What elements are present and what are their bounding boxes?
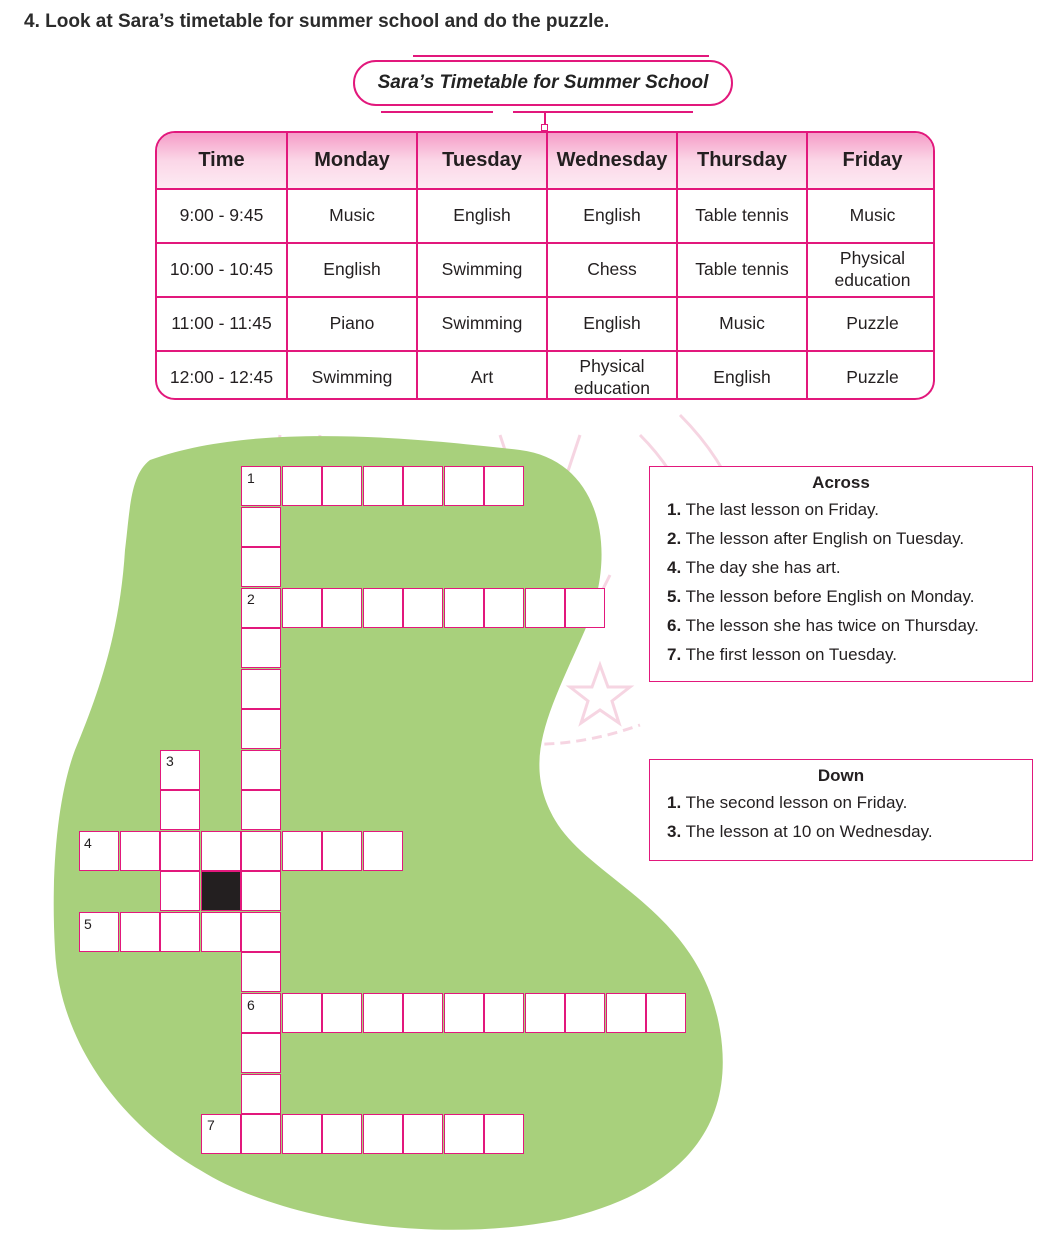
crossword-cell[interactable] xyxy=(241,628,281,668)
crossword-cell[interactable] xyxy=(241,831,281,871)
clue-num: 1. xyxy=(667,500,682,519)
table-cell: Swimming xyxy=(287,351,417,400)
crossword-cell[interactable] xyxy=(282,588,322,628)
crossword-cell[interactable] xyxy=(120,912,160,952)
crossword-cell[interactable] xyxy=(201,912,241,952)
crossword-cell[interactable] xyxy=(565,588,605,628)
across-title: Across xyxy=(812,473,870,492)
crossword-cell[interactable] xyxy=(363,993,403,1033)
crossword-cell[interactable] xyxy=(484,1114,524,1154)
crossword-cell[interactable] xyxy=(282,1114,322,1154)
clue-num: 5. xyxy=(667,587,682,606)
list-item xyxy=(667,582,1032,611)
clue-num: 3. xyxy=(667,822,682,841)
clue-text: The lesson after English on Tuesday. xyxy=(685,529,965,548)
across-clue-list xyxy=(650,495,1032,669)
crossword-cell[interactable] xyxy=(403,466,443,506)
down-title: Down xyxy=(817,766,865,785)
across-clues-box xyxy=(649,466,1033,682)
clue-number-7: 7 xyxy=(207,1117,215,1133)
table-cell: English xyxy=(547,189,677,243)
crossword-cell[interactable] xyxy=(363,588,403,628)
clue-num: 1. xyxy=(667,793,682,812)
table-row xyxy=(157,243,935,297)
clue-number-5: 5 xyxy=(84,916,92,932)
table-row xyxy=(157,297,935,351)
clue-text: The day she has art. xyxy=(685,558,841,577)
crossword-cell[interactable] xyxy=(363,1114,403,1154)
crossword-cell[interactable] xyxy=(160,912,200,952)
table-cell: Swimming xyxy=(417,243,547,297)
table-cell: Piano xyxy=(287,297,417,351)
crossword-cell[interactable] xyxy=(322,1114,362,1154)
table-cell: 12:00 - 12:45 xyxy=(157,351,287,400)
crossword-cell[interactable] xyxy=(241,790,281,830)
crossword-cell[interactable] xyxy=(201,831,241,871)
clue-num: 4. xyxy=(667,558,682,577)
list-item xyxy=(667,817,1032,846)
crossword-cell[interactable] xyxy=(160,871,200,911)
crossword-cell[interactable] xyxy=(241,1114,281,1154)
crossword-cell[interactable] xyxy=(241,547,281,587)
table-cell: Puzzle xyxy=(807,297,935,351)
crossword-cell[interactable] xyxy=(444,466,484,506)
clue-text: The second lesson on Friday. xyxy=(685,793,908,812)
table-cell: 10:00 - 10:45 xyxy=(157,243,287,297)
crossword-cell[interactable] xyxy=(363,831,403,871)
clue-num: 7. xyxy=(667,645,682,664)
crossword-cell[interactable] xyxy=(444,993,484,1033)
list-item xyxy=(667,611,1032,640)
table-cell: Puzzle xyxy=(807,351,935,400)
title-decor-line-bottom-left xyxy=(381,111,493,113)
table-cell: Physical education xyxy=(807,243,935,297)
clue-number-1: 1 xyxy=(247,470,255,486)
clue-text: The lesson she has twice on Thursday. xyxy=(685,616,979,635)
clue-text: The lesson at 10 on Wednesday. xyxy=(685,822,933,841)
table-cell: English xyxy=(287,243,417,297)
crossword-blocked-cell xyxy=(201,871,241,911)
clue-text: The last lesson on Friday. xyxy=(685,500,879,519)
crossword-cell[interactable] xyxy=(444,1114,484,1154)
table-row xyxy=(157,189,935,243)
title-decor-line-top xyxy=(413,55,709,57)
clue-number-2: 2 xyxy=(247,591,255,607)
table-cell: Swimming xyxy=(417,297,547,351)
crossword-cell[interactable] xyxy=(241,507,281,547)
clue-num: 2. xyxy=(667,529,682,548)
crossword-cell[interactable] xyxy=(241,750,281,790)
header-thursday: Thursday xyxy=(677,133,807,189)
clue-number-4: 4 xyxy=(84,835,92,851)
table-cell: Music xyxy=(287,189,417,243)
list-item xyxy=(667,495,1032,524)
header-tuesday: Tuesday xyxy=(417,133,547,189)
crossword-cell[interactable] xyxy=(282,466,322,506)
crossword-cell[interactable] xyxy=(120,831,160,871)
crossword-cell[interactable] xyxy=(444,588,484,628)
clue-num: 6. xyxy=(667,616,682,635)
crossword-cell[interactable] xyxy=(322,588,362,628)
clue-number-6: 6 xyxy=(247,997,255,1013)
crossword-cell[interactable] xyxy=(241,912,281,952)
crossword-cell[interactable] xyxy=(525,993,565,1033)
timetable-title: Sara’s Timetable for Summer School xyxy=(353,60,733,106)
crossword-cell[interactable] xyxy=(241,1074,281,1114)
crossword-cell[interactable] xyxy=(322,831,362,871)
crossword-cell[interactable] xyxy=(646,993,686,1033)
timetable-header-row xyxy=(157,133,935,189)
list-item xyxy=(667,788,1032,817)
crossword-cell[interactable] xyxy=(160,831,200,871)
crossword-cell[interactable] xyxy=(241,669,281,709)
down-clues-box xyxy=(649,759,1033,861)
crossword-cell[interactable] xyxy=(322,466,362,506)
crossword-cell[interactable] xyxy=(241,871,281,911)
header-friday: Friday xyxy=(807,133,935,189)
table-cell: Art xyxy=(417,351,547,400)
table-cell: Music xyxy=(807,189,935,243)
table-cell: English xyxy=(417,189,547,243)
crossword-cell[interactable] xyxy=(403,588,443,628)
title-connector-dot xyxy=(541,124,548,131)
header-time: Time xyxy=(157,133,287,189)
crossword-cell[interactable] xyxy=(241,1033,281,1073)
crossword-cell[interactable] xyxy=(403,1114,443,1154)
crossword-cell[interactable] xyxy=(241,709,281,749)
title-decor-line-bottom-right xyxy=(513,111,693,113)
list-item xyxy=(667,640,1032,669)
header-monday: Monday xyxy=(287,133,417,189)
header-wednesday: Wednesday xyxy=(547,133,677,189)
crossword-cell[interactable] xyxy=(484,993,524,1033)
crossword-cell[interactable] xyxy=(363,466,403,506)
crossword-background-blob xyxy=(0,430,760,1230)
table-cell: English xyxy=(677,351,807,400)
list-item xyxy=(667,524,1032,553)
table-cell: Table tennis xyxy=(677,243,807,297)
crossword-cell[interactable] xyxy=(322,993,362,1033)
table-cell: Table tennis xyxy=(677,189,807,243)
list-item xyxy=(667,553,1032,582)
table-row xyxy=(157,351,935,400)
crossword-cell[interactable] xyxy=(403,993,443,1033)
clue-text: The lesson before English on Monday. xyxy=(685,587,975,606)
crossword-cell[interactable] xyxy=(525,588,565,628)
table-cell: Physical education xyxy=(547,351,677,400)
table-cell: Chess xyxy=(547,243,677,297)
clue-number-3: 3 xyxy=(166,753,174,769)
crossword-cell[interactable] xyxy=(160,790,200,830)
timetable xyxy=(155,131,935,400)
crossword-cell[interactable] xyxy=(282,831,322,871)
crossword-cell[interactable] xyxy=(484,466,524,506)
crossword-cell[interactable] xyxy=(282,993,322,1033)
table-cell: 9:00 - 9:45 xyxy=(157,189,287,243)
crossword-cell[interactable] xyxy=(241,952,281,992)
crossword-cell[interactable] xyxy=(484,588,524,628)
crossword-cell[interactable] xyxy=(565,993,605,1033)
clue-text: The first lesson on Tuesday. xyxy=(685,645,897,664)
table-cell: 11:00 - 11:45 xyxy=(157,297,287,351)
exercise-heading: 4. Look at Sara’s timetable for summer school and do the puzzle. xyxy=(24,11,610,32)
timetable-title-banner xyxy=(353,55,737,113)
table-cell: English xyxy=(547,297,677,351)
table-cell: Music xyxy=(677,297,807,351)
crossword-cell[interactable] xyxy=(606,993,646,1033)
down-clue-list xyxy=(650,788,1032,846)
